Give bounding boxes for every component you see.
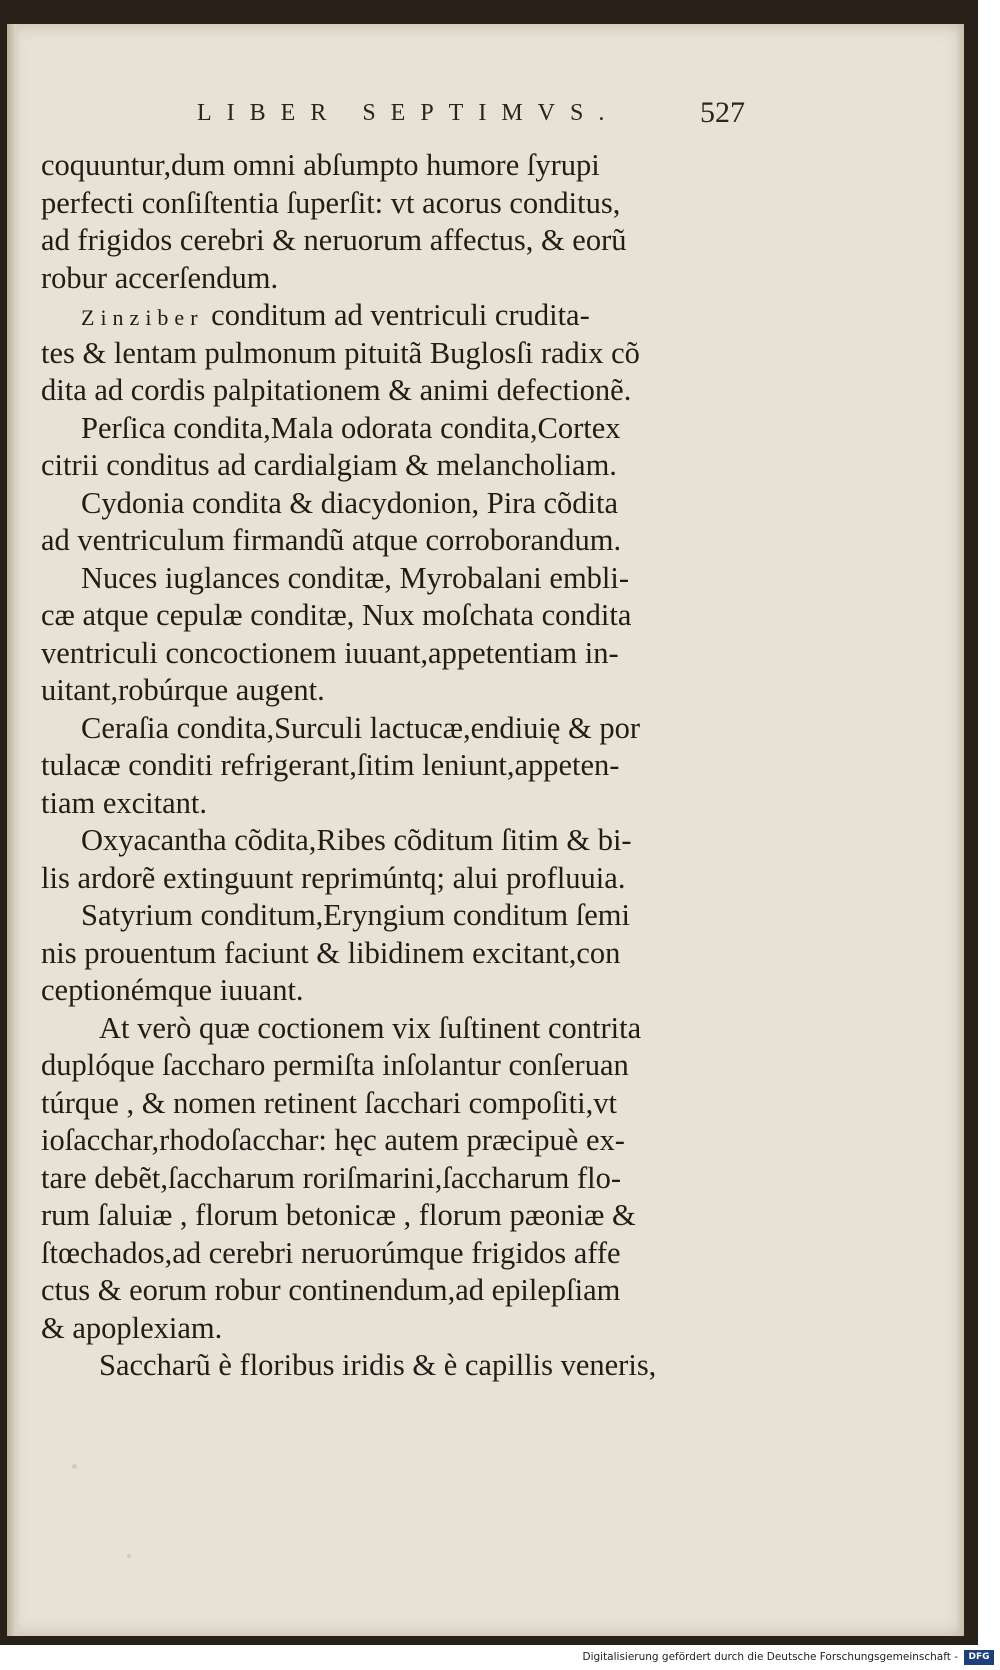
text-line: ad ventriculum firmandũ atque corroborandum. <box>41 523 622 557</box>
text-line: Perſica condita,Mala odorata condita,Cortex <box>81 410 621 445</box>
page-edge <box>956 24 964 1636</box>
text-line: robur accerſendum. <box>41 260 279 295</box>
text-line: ctus & eorum robur continendum,ad epilepſiam <box>41 1273 621 1307</box>
text-line: Cydonia condita & diacydonion, Pira cõdita <box>81 485 619 520</box>
text-line <box>41 297 771 335</box>
text-line: rum ſaluiæ , florum betonicæ , florum pæoniæ & <box>41 1198 636 1232</box>
paragraph <box>41 822 771 897</box>
text-line: & apoplexiam. <box>41 1310 223 1345</box>
text-line: ventriculi concoctionem iuuant,appetentiam in- <box>41 635 619 670</box>
page-binding-shadow <box>7 24 21 1636</box>
text-line: tes & lentam pulmonum pituitã Buglosſi radix cõ <box>41 335 640 370</box>
text-line: tiam excitant. <box>41 785 207 820</box>
paragraph <box>41 485 771 560</box>
paragraph <box>41 1010 771 1348</box>
paragraph <box>41 710 771 823</box>
digitization-footer <box>0 1648 1000 1670</box>
paragraph <box>41 410 771 485</box>
text-line: duplóque ſaccharo permiſta inſolantur conſeruan <box>41 1048 629 1082</box>
text-line: Oxyacantha cõdita,Ribes cõditum ſitim & bi- <box>81 823 632 857</box>
paragraph <box>41 147 771 297</box>
text-line: perfecti conſiſtentia ſuperſit: vt acorus conditus, <box>41 185 621 220</box>
small-caps-lead: Zinziber <box>81 305 204 330</box>
text-line: tulacæ conditi refrigerant,ſitim leniunt,appeten- <box>41 748 620 782</box>
text-line: lis ardorẽ extinguunt reprimúntq; alui profluuia. <box>41 860 626 895</box>
running-head-title: LIBER SEPTIMVS. <box>197 100 620 126</box>
text-line: nis prouentum faciunt & libidinem excitant,con <box>41 935 621 970</box>
text-line-rest: conditum ad ventriculi crudita- <box>203 298 590 332</box>
text-line: uitant,robúrque augent. <box>41 673 325 707</box>
text-line: cæ atque cepulæ conditæ, Nux moſchata condita <box>41 598 632 632</box>
text-line: tare debẽt,ſaccharum roriſmarini,ſaccharum flo- <box>41 1160 622 1195</box>
paragraph <box>41 297 771 410</box>
funding-note: Digitalisierung gefördert durch die Deutsche Forschungsgemeinschaft - <box>582 1651 958 1663</box>
paragraph <box>41 897 771 1010</box>
text-line: Satyrium conditum,Eryngium conditum ſemi <box>81 898 630 932</box>
page-number: 527 <box>700 96 745 129</box>
text-line: ioſacchar,rhodoſacchar: hęc autem præcipuè ex- <box>41 1123 625 1157</box>
text-line: ſtœchados,ad cerebri neruorúmque frigidos affe <box>41 1235 621 1270</box>
running-head <box>7 82 964 130</box>
text-line: dita ad cordis palpitationem & animi defectionẽ. <box>41 373 632 407</box>
paper-stain <box>72 1464 77 1469</box>
paper-stain <box>127 1554 131 1558</box>
paragraph <box>41 560 771 710</box>
text-line: citrii conditus ad cardialgiam & melancholiam. <box>41 448 617 482</box>
text-line: At verò quæ coctionem vix ſuſtinent contrita <box>99 1010 642 1045</box>
text-line: túrque , & nomen retinent ſacchari compoſiti,vt <box>41 1085 617 1120</box>
paragraph <box>41 1347 771 1385</box>
dfg-logo: DFG <box>964 1650 994 1665</box>
text-line: ad frigidos cerebri & neruorum affectus, & eorũ <box>41 223 627 257</box>
text-line: ceptionémque iuuant. <box>41 973 304 1007</box>
book-page <box>7 24 964 1636</box>
text-line: Nuces iuglances conditæ, Myrobalani embli- <box>81 560 630 595</box>
text-line: Ceraſia condita,Surculi lactucæ,endiuię & por <box>81 710 640 745</box>
text-line: Saccharũ è floribus iridis & è capillis veneris, <box>99 1348 657 1382</box>
text-line: coquuntur,dum omni abſumpto humore ſyrupi <box>41 148 600 182</box>
body-text <box>41 147 771 1417</box>
